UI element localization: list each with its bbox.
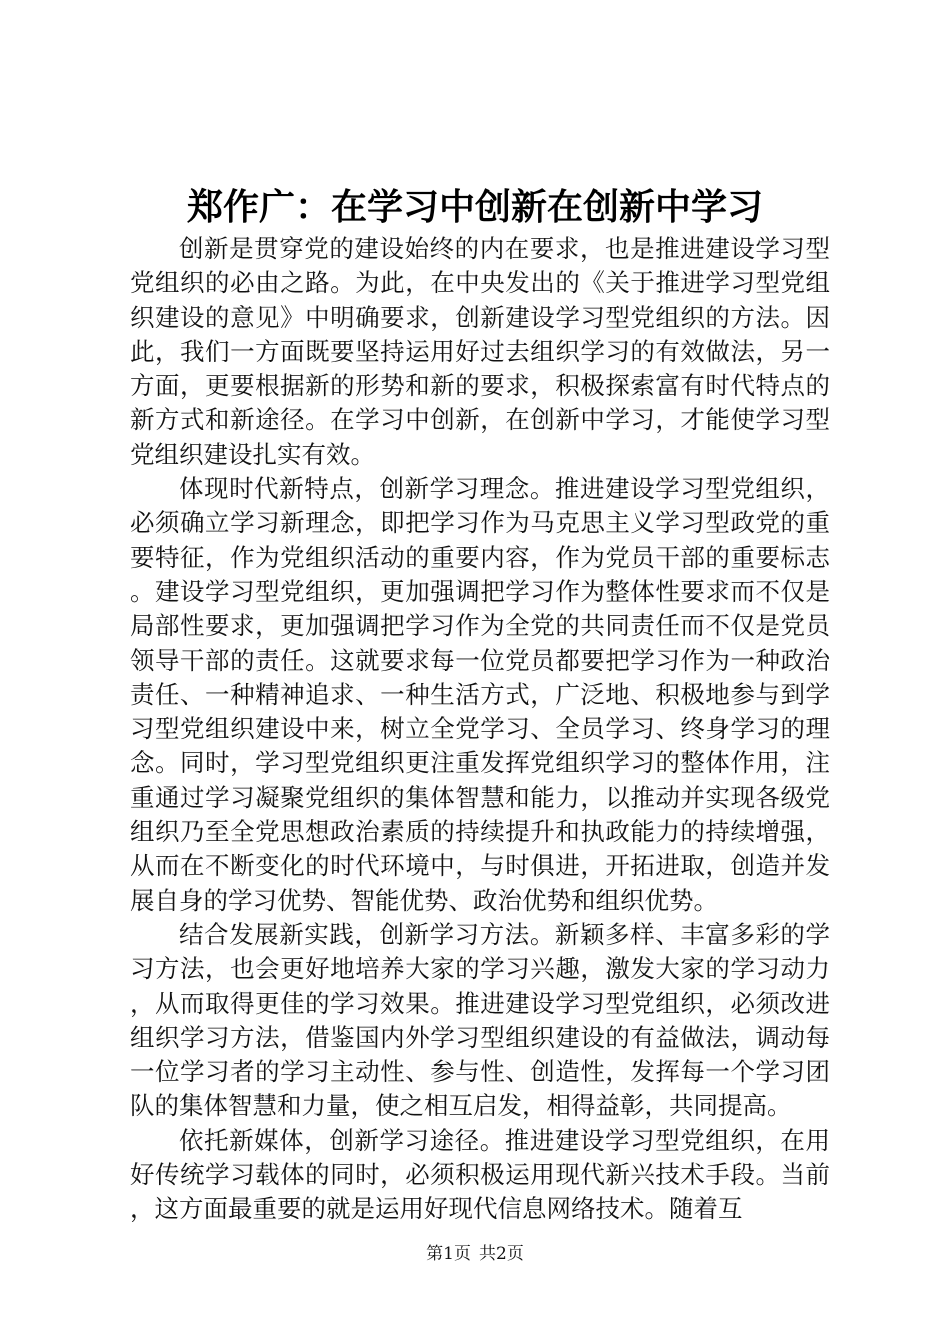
paragraph-1: 创新是贯穿党的建设始终的内在要求，也是推进建设学习型党组织的必由之路。为此，在中央发出的《关于推进学习型党组织建设的意见》中明确要求，创新建设学习型党组织的方法。因此，我们一方面既要坚持运用好过去组织学习的有效做法，另一方面，更要根据新的形势和新的要求，积极探索富有时代特点的新方式和新途径。在学习中创新，在创新中学习，才能使学习型党组织建设扎实有效。	[130, 234, 830, 469]
page-footer	[0, 1243, 950, 1265]
paragraph-4: 依托新媒体，创新学习途径。推进建设学习型党组织，在用好传统学习载体的同时，必须积极运用现代新兴技术手段。当前，这方面最重要的就是运用好现代信息网络技术。随着互	[130, 1125, 830, 1224]
paragraph-2: 体现时代新特点，创新学习理念。推进建设学习型党组织，必须确立学习新理念，即把学习作为马克思主义学习型政党的重要特征，作为党组织活动的重要内容，作为党员干部的重要标志。建设学习型党组织，更加强调把学习作为整体性要求而不仅是局部性要求，更加强调把学习作为全党的共同责任而不仅是党员领导干部的责任。这就要求每一位党员都要把学习作为一种政治责任、一种精神追求、一种生活方式，广泛地、积极地参与到学习型党组织建设中来，树立全党学习、全员学习、终身学习的理念。同时，学习型党组织更注重发挥党组织学习的整体作用，注重通过学习凝聚党组织的集体智慧和能力，以推动并实现各级党组织乃至全党思想政治素质的持续提升和执政能力的持续增强，从而在不断变化的时代环境中，与时俱进，开拓进取，创造并发展自身的学习优势、智能优势、政治优势和组织优势。	[130, 474, 830, 915]
document-body	[130, 232, 830, 1227]
paragraph-3: 结合发展新实践，创新学习方法。新颖多样、丰富多彩的学习方法，也会更好地培养大家的学习兴趣，激发大家的学习动力，从而取得更佳的学习效果。推进建设学习型党组织，必须改进组织学习方法，借鉴国内外学习型组织建设的有益做法，调动每一位学习者的学习主动性、参与性、创造性，发挥每一个学习团队的集体智慧和力量，使之相互启发，相得益彰，共同提高。	[130, 919, 830, 1121]
page-total: 共2页	[479, 1244, 524, 1264]
page-number: 第1页	[426, 1244, 471, 1264]
document-title: 郑作广：在学习中创新在创新中学习	[186, 187, 763, 228]
